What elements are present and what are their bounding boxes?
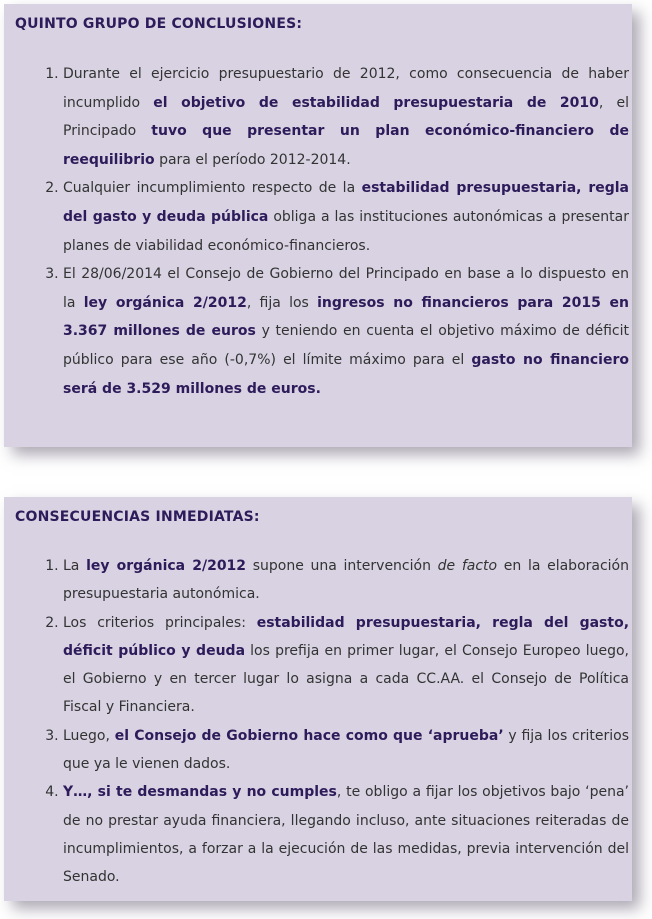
body-text: para el período 2012-2014. [154, 151, 351, 168]
body-text: , el Principado [63, 94, 629, 140]
body-text: en la elaboración presupuestaria autonómica. [63, 558, 629, 603]
bold-text: ingresos no financieros para 2015 en 3.367 millones de euros [63, 294, 629, 340]
conclusions-list [37, 60, 629, 403]
body-text: El 28/06/2014 el Consejo de Gobierno del Principado en base a lo dispuesto en la [63, 266, 629, 311]
list-item [63, 778, 629, 891]
bold-text: ley orgánica 2/2012 [86, 558, 247, 574]
body-text: y teniendo en cuenta el objetivo máximo de déficit público para ese año (-0,7%) el límite máximo para el [63, 323, 629, 368]
body-text: supone una intervención [246, 558, 438, 574]
consequences-list [37, 552, 629, 892]
body-text: Los criterios principales: [63, 614, 257, 631]
italic-text: de facto [437, 558, 498, 574]
body-text: Cualquier incumplimiento respecto de la [63, 180, 362, 197]
body-text: y fija los criterios que ya le vienen dados. [63, 727, 629, 773]
body-text: , fija los [246, 294, 318, 311]
consequences-heading: CONSECUENCIAS INMEDIATAS: [15, 509, 260, 525]
bold-text: gasto no financiero será de 3.529 millones de euros. [63, 351, 629, 397]
bold-text: el objetivo de estabilidad presupuestaria de 2010 [153, 94, 599, 111]
consequences-panel [4, 497, 632, 901]
bold-text: estabilidad presupuestaria, regla del gasto, déficit público y deuda [63, 614, 630, 659]
body-text: obliga a las instituciones autonómicas a presentar planes de viabilidad económico-financieros. [63, 208, 629, 254]
list-item [63, 722, 629, 779]
list-item [63, 609, 629, 722]
bold-text: estabilidad presupuestaria, regla del gasto y deuda pública [63, 180, 629, 225]
bold-text: Y…, si te desmandas y no cumples [63, 784, 337, 801]
list-item [63, 60, 629, 174]
body-text: , te obligo a fijar los objetivos bajo ‘pena’ de no prestar ayuda financiera, llegando incluso, ante situaciones reiteradas de incumplimientos, a forzar a la ejecución de las medidas, previa intervención del Senado. [63, 784, 629, 886]
conclusions-panel [4, 4, 632, 447]
bold-text: tuvo que presentar un plan económico-financiero de reequilibrio [63, 123, 629, 168]
list-item [63, 174, 629, 260]
body-text: La [63, 558, 87, 574]
body-text: Luego, [63, 727, 115, 744]
list-item [63, 260, 629, 403]
body-text: los prefija en primer lugar, el Consejo Europeo luego, el Gobierno y en tercer lugar lo asigna a cada CC.AA. el Consejo de Política Fiscal y Financiera. [63, 642, 629, 716]
body-text: Durante el ejercicio presupuestario de 2012, como consecuencia de haber incumplido [63, 66, 629, 111]
bold-text: ley orgánica 2/2012 [83, 294, 247, 311]
conclusions-heading: QUINTO GRUPO DE CONCLUSIONES: [15, 16, 303, 32]
bold-text: el Consejo de Gobierno hace como que ‘aprueba’ [114, 727, 504, 744]
list-item [63, 552, 629, 609]
